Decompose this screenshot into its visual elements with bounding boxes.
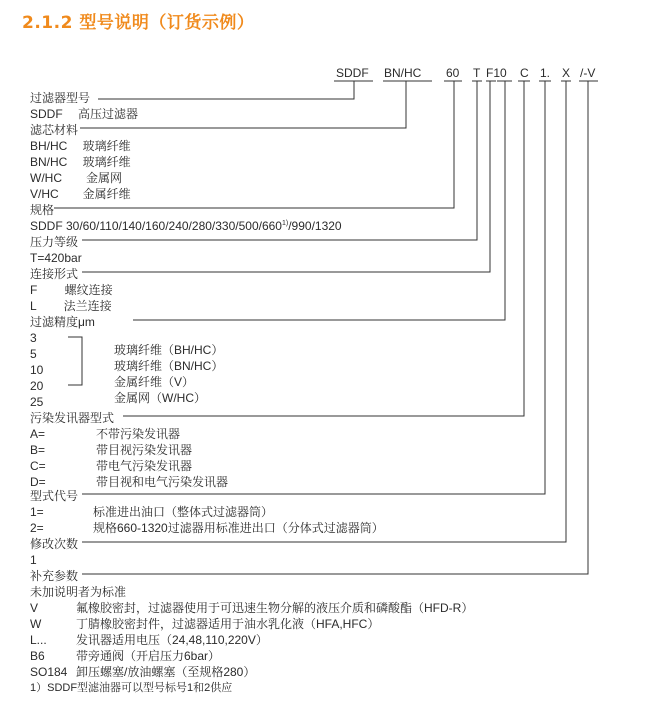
connection-item: F 螺纹连接	[30, 283, 113, 297]
spec-sizes-tail: /990/1320	[288, 219, 342, 233]
extra-desc: 卸压螺塞/放油螺塞（至规格280）	[76, 665, 256, 679]
code-t: T	[473, 66, 481, 80]
indicator-label: 污染发讯器型式	[30, 411, 115, 425]
material-item: BH/HC 玻璃纤维	[30, 139, 131, 153]
material-item: BN/HC 玻璃纤维	[30, 155, 131, 169]
indicator-code: B=	[30, 443, 46, 457]
model-label: 过滤器型号	[30, 91, 91, 105]
code-1: 1.	[540, 66, 551, 80]
spec-value	[30, 219, 342, 234]
precision-number: 5	[30, 347, 37, 361]
extra-label: 补充参数	[30, 569, 79, 583]
precision-label: 过滤精度μm	[30, 315, 95, 329]
spec-label: 规格	[30, 203, 55, 217]
spec-sizes: SDDF 30/60/110/140/160/240/280/330/500/660	[30, 219, 282, 233]
extra-desc: 丁腈橡胶密封件，过滤器适用于油水乳化液（HFA,HFC）	[76, 617, 380, 631]
precision-material: 金属纤维（V）	[114, 375, 195, 389]
material-item: W/HC 金属网	[30, 171, 122, 185]
precision-material: 金属网（W/HC）	[114, 391, 206, 405]
type-code: 2=	[30, 521, 44, 535]
indicator-code: C=	[30, 459, 46, 473]
precision-material: 玻璃纤维（BN/HC）	[114, 359, 224, 373]
indicator-code: D=	[30, 475, 46, 489]
extra-code: V	[30, 601, 39, 615]
type-desc: 规格660-1320过滤器用标准进出口（分体式过滤器筒）	[93, 521, 384, 535]
indicator-desc: 不带污染发讯器	[96, 427, 181, 441]
precision-number: 25	[30, 395, 44, 409]
code-x: X	[562, 66, 571, 80]
extra-note: 未加说明者为标准	[30, 585, 127, 599]
type-label: 型式代号	[30, 489, 79, 503]
code-bnhc: BN/HC	[384, 66, 422, 80]
extra-code: B6	[30, 649, 45, 663]
code-f10: F10	[486, 66, 507, 80]
extra-code: L...	[30, 633, 47, 647]
extra-desc: 带旁通阀（开启压力6bar）	[76, 649, 221, 663]
indicator-code: A=	[30, 427, 46, 441]
pressure-value: T=420bar	[30, 251, 82, 265]
extra-desc: 发讯器适用电压（24,48,110,220V）	[76, 633, 268, 647]
pressure-label: 压力等级	[30, 235, 79, 249]
extra-desc: 氟橡胶密封，过滤器使用于可迅速生物分解的液压介质和磷酸酯（HFD-R）	[76, 601, 474, 615]
code-sddf: SDDF	[336, 66, 369, 80]
revision-label: 修改次数	[30, 537, 79, 551]
code-v: /-V	[580, 66, 596, 80]
connection-item: L 法兰连接	[30, 299, 112, 313]
extra-code: W	[30, 617, 42, 631]
page-title: 2.1.2 型号说明（订货示例）	[22, 13, 255, 33]
indicator-desc: 带目视和电气污染发讯器	[96, 475, 229, 489]
precision-material: 玻璃纤维（BH/HC）	[114, 343, 224, 357]
footnote: 1）SDDF型滤油器可以型号标号1和2供应	[30, 682, 233, 694]
extra-code: SO184	[30, 665, 68, 679]
code-c: C	[520, 66, 529, 80]
connection-label: 连接形式	[30, 267, 79, 281]
precision-number: 3	[30, 331, 37, 345]
type-desc: 标准进出油口（整体式过滤器筒）	[93, 505, 274, 519]
type-code: 1=	[30, 505, 44, 519]
code-60: 60	[446, 66, 460, 80]
precision-number: 10	[30, 363, 44, 377]
material-label: 滤芯材料	[30, 123, 79, 137]
model-value: SDDF 高压过滤器	[30, 107, 139, 121]
revision-value: 1	[30, 553, 37, 567]
indicator-desc: 带电气污染发讯器	[96, 459, 193, 473]
material-item: V/HC 金属纤维	[30, 187, 131, 201]
precision-number: 20	[30, 379, 44, 393]
indicator-desc: 带目视污染发讯器	[96, 443, 193, 457]
spec-footnote-mark: 1)	[281, 220, 289, 227]
